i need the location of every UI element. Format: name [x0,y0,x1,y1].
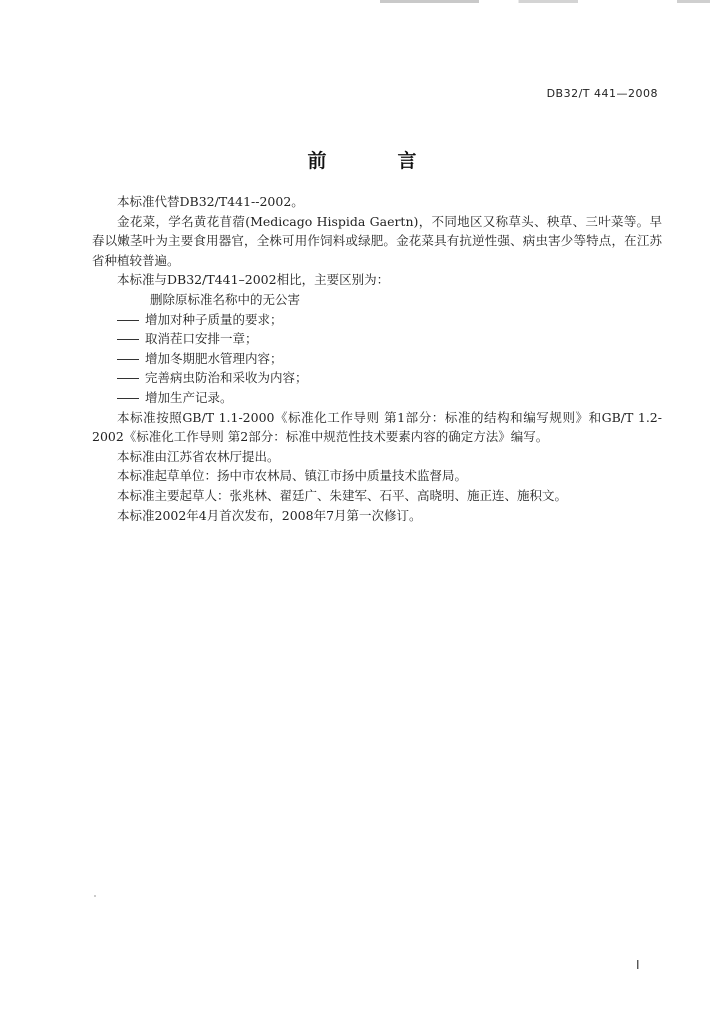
standard-code: DB32/T 441—2008 [546,87,658,100]
paragraph-release-history: 本标准2002年4月首次发布，2008年7月第一次修订。 [117,507,422,523]
change-item-text: 增加对种子质量的要求； [145,311,283,327]
page-number: I [636,958,640,972]
paragraph-differences-intro: 本标准与DB32/T441–2002相比，主要区别为： [117,272,390,288]
foreword-body [92,192,662,525]
change-item-deleted: 删除原标准名称中的无公害 [150,291,301,307]
change-item [92,368,662,388]
paragraph-drafting-units: 本标准起草单位：扬中市农林局、镇江市扬中质量技术监督局。 [117,468,468,484]
change-item [92,388,662,408]
paragraph-proposed-by: 本标准由江苏省农林厅提出。 [117,448,280,464]
change-item [92,310,662,330]
dash-icon [117,398,139,399]
paragraph-drafting-rules: 本标准按照GB/T 1.1-2000《标准化工作导则 第1部分：标准的结构和编写规则》和GB/T 1.2-2002《标准化工作导则 第2部分：标准中规范性技术要素内容的确定方法》编写。 [92,409,662,445]
paragraph-drafters: 本标准主要起草人：张兆林、翟廷广、朱建军、石平、高晓明、施正连、施积文。 [117,487,568,503]
dash-icon [117,359,139,360]
change-item [92,349,662,369]
dash-icon [117,378,139,379]
change-item [92,329,662,349]
dash-icon [117,320,139,321]
change-item-text: 增加冬期肥水管理内容； [145,350,283,366]
dash-icon [117,339,139,340]
paragraph-description: 金花菜，学名黄花苜蓿(Medicago Hispida Gaertn)，不同地区又称草头、秧草、三叶菜等。早春以嫩茎叶为主要食用器官，全株可用作饲料或绿肥。金花菜具有抗逆性强、病虫害少等特点，在江苏省种植较普遍。 [92,213,662,268]
scan-edge-artifact [380,0,710,3]
page-title: 前 言 [307,150,443,172]
scan-speck [94,895,96,897]
change-item-text: 取消茬口安排一章； [145,331,258,347]
change-item-text: 增加生产记录。 [145,389,233,405]
change-item-text: 完善病虫防治和采收为内容； [145,370,308,386]
paragraph-replaces: 本标准代替DB32/T441--2002。 [117,194,304,209]
